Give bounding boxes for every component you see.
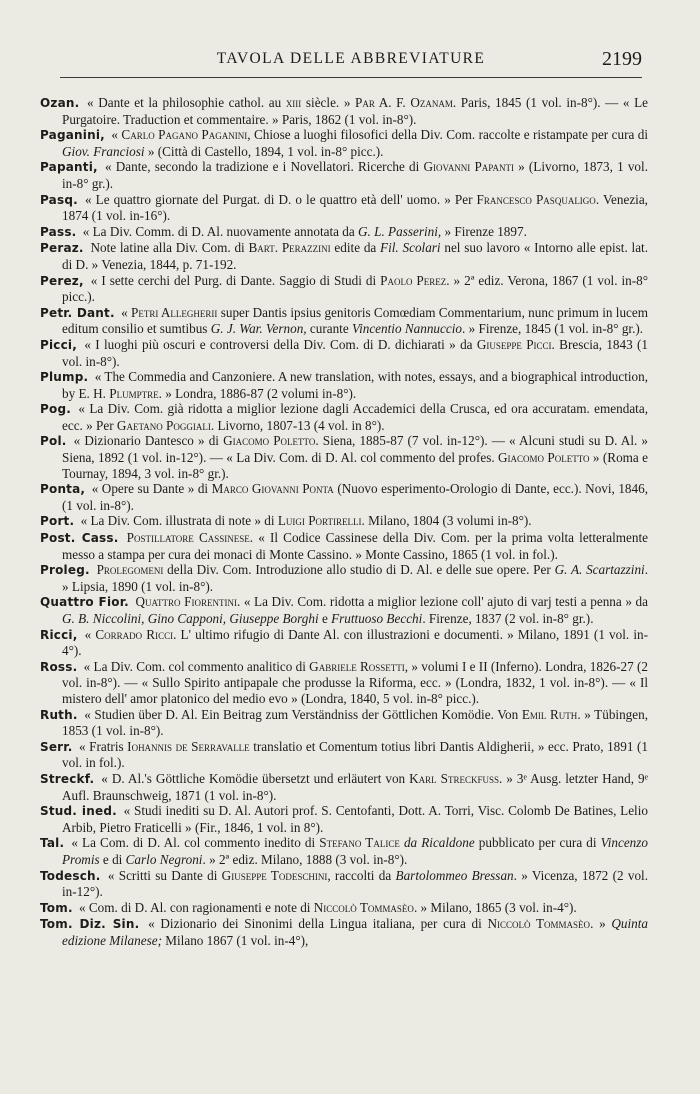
entry-italic-text: Vincenzo Promis: [62, 835, 649, 867]
entry-smallcaps-text: Luigi Portirelli: [277, 513, 362, 529]
entry-text: « D. Al.'s Göttliche Komödie übersetzt und erläutert von: [101, 770, 410, 786]
entry-italic-text: Vincentio Nannuccio: [352, 321, 462, 337]
entry-text: pubblicato per cura di: [474, 835, 601, 851]
entry-text: . « Il Codice Cassinese della Div. Com. per la prima volta letteralmente messo a stampa per cura dei monaci di Monte Cassino. » Monte Cassino, 1865 (1 vol. in fol.).: [62, 530, 648, 562]
entry-italic-text: G. B. Niccolini, Gino Capponi, Giuseppe Borghi: [62, 611, 319, 626]
entry-text: « Dizionario Dantesco » di: [73, 433, 224, 449]
entry-text: « Opere su Dante » di: [91, 481, 212, 497]
abbreviation-entry: [40, 803, 648, 835]
entry-text: , raccolti da: [327, 867, 396, 883]
entry-text: edite da: [330, 240, 381, 256]
entry-text: (Nuovo esperimento-Orologio di Dante, ecc.). Novi, 1846, (1 vol. in-8°).: [62, 481, 649, 513]
abbreviation-entry: [40, 337, 648, 369]
entry-smallcaps-text: Prolegomeni: [96, 562, 164, 578]
page-number: 2199: [602, 48, 642, 70]
entry-text: « La Div. Com. col commento analitico di: [83, 658, 310, 674]
entry-smallcaps-text: Stefano Talice: [319, 835, 400, 851]
entry-text: . »: [590, 916, 612, 932]
entry-abbreviation: Paganini,: [40, 128, 105, 143]
entry-smallcaps-text: Petri Allegherii: [130, 304, 218, 320]
abbreviation-entry: [40, 240, 648, 272]
entry-text: . » Firenze, 1845 (1 vol. in-8° gr.).: [462, 321, 644, 337]
entry-smallcaps-text: Giacomo Poletto: [498, 450, 590, 466]
entry-text: « Fratris: [79, 738, 128, 754]
abbreviation-entry: [40, 369, 648, 401]
entry-italic-text: da Ricaldone: [403, 835, 475, 851]
entry-text: e: [318, 611, 332, 626]
entry-abbreviation: Picci,: [40, 337, 78, 352]
entry-text: e di: [99, 851, 126, 867]
entry-text: « La Div. Comm. di D. Al. nuovamente annotata da: [82, 223, 359, 239]
entry-text: , Chiose a luoghi filosofici della Div. Com. raccolte e ristampate per cura di: [247, 127, 649, 143]
entry-italic-text: Quinta edizione Milanese;: [62, 916, 649, 948]
entry-text: « Studien über D. Al. Ein Beitrag zum Verständniss der Göttlichen Komödie. Von: [84, 706, 522, 722]
entry-text: Note latine alla Div. Com. di: [90, 240, 249, 256]
entry-text: . Milano, 1804 (3 volumi in-8°).: [361, 513, 532, 529]
entry-abbreviation: Pass.: [40, 224, 77, 239]
entry-abbreviation: Papanti,: [40, 160, 98, 175]
entry-smallcaps-text: Quattro Fiorentini: [135, 594, 237, 610]
entry-italic-text: G. J. War. Vernon,: [210, 321, 307, 337]
entry-text: «: [121, 304, 131, 320]
entry-smallcaps-text: Giuseppe Picci: [476, 336, 552, 352]
running-header: [60, 50, 642, 76]
entry-text: « Studi inediti su D. Al. Autori prof. S. Centofanti, Dott. A. Torri, Visc. Colomb De Batines, Lelio Arbib, Pietro Fraticelli » (Fir., 1846, 1 vol. in 8°).: [62, 803, 648, 835]
entry-text: Milano 1867 (1 vol. in-4°),: [161, 932, 309, 948]
entry-text: « I luoghi più oscuri e controversi della Div. Com. di D. dichiarati » da: [84, 336, 477, 352]
entry-text: « Com. di D. Al. con ragionamenti e note di: [79, 899, 314, 915]
abbreviation-entry: [40, 481, 648, 513]
abbreviation-list: [40, 95, 648, 948]
entry-smallcaps-text: Giacomo Poletto: [223, 433, 316, 449]
abbreviation-entry: [40, 273, 648, 305]
entry-abbreviation: Todesch.: [40, 868, 101, 883]
entry-text: , » volumi I e II (Inferno). Londra, 1826-27 (2 vol. in-8°). — « Sullo Spirito antipapale che produsse la Riforma, ecc. » (Londra, 1832, 1 vol. in-8°). — « Il mistero dell' amor platonico del medio evo » (Londra, 1840, 5 vol. in-8° picc.).: [62, 658, 649, 706]
entry-text: » (Città di Castello, 1894, 1 vol. in-8° picc.).: [144, 143, 384, 159]
entry-text: translatio et Comentum totius libri Dantis Aldigherii, » ecc. Prato, 1891 (1 vol. in fol.).: [62, 738, 648, 771]
entry-smallcaps-text: Marco Giovanni Ponta: [211, 481, 334, 497]
entry-abbreviation: Peraz.: [40, 241, 84, 256]
entry-text: . » 2ª ediz. Milano, 1888 (3 vol. in-8°).: [202, 851, 408, 867]
entry-text: curante: [306, 321, 352, 337]
entry-text: . » Tübingen, 1853 (1 vol. in-8°).: [62, 706, 649, 739]
entry-abbreviation: Stud. ined.: [40, 804, 117, 819]
entry-abbreviation: Pasq.: [40, 192, 78, 207]
entry-text: . Paris, 1845 (1 vol. in-8°). — « Le Purgatoire. Traduction et commentaire. » Paris, 1862 (1 vol. in-8°).: [62, 95, 649, 127]
entry-abbreviation: Petr. Dant.: [40, 305, 115, 320]
entry-abbreviation: Ozan.: [40, 96, 80, 110]
entry-abbreviation: Serr.: [40, 739, 73, 754]
entry-text: . » Milano, 1865 (3 vol. in-4°).: [413, 899, 577, 915]
abbreviation-entry: [40, 707, 648, 739]
entry-abbreviation: Port.: [40, 514, 75, 529]
abbreviation-entry: [40, 159, 648, 191]
abbreviation-entry: [40, 95, 648, 127]
entry-text: . » Lipsia, 1890 (1 vol. in-8°).: [62, 562, 648, 594]
entry-abbreviation: Ruth.: [40, 707, 78, 722]
entry-text: . » Londra, 1886-87 (2 volumi in-8°).: [158, 385, 357, 401]
entry-smallcaps-text: Karl Streckfuss: [409, 770, 499, 786]
entry-text: » Firenze 1897.: [441, 223, 527, 239]
entry-smallcaps-text: Gabriele Rossetti: [309, 658, 405, 674]
entry-text: «: [84, 626, 96, 642]
entry-text: . Firenze, 1837 (2 vol. in-8° gr.).: [422, 611, 594, 626]
abbreviation-entry: [40, 868, 648, 900]
entry-text: « Dante, secondo la tradizione e i Novellatori. Ricerche di: [104, 159, 424, 175]
entry-abbreviation: Pog.: [40, 402, 71, 417]
entry-italic-text: Carlo Negroni: [125, 851, 203, 867]
entry-text: « La Div. Com. illustrata di note » di: [80, 513, 278, 529]
abbreviation-entry: [40, 900, 648, 917]
entry-smallcaps-text: Bart. Perazzini: [248, 240, 331, 256]
entry-smallcaps-text: Gaetano Poggiali: [116, 417, 211, 433]
entry-smallcaps-text: Iohannis de Serravalle: [127, 738, 250, 754]
entry-smallcaps-text: Plumptre: [109, 385, 159, 401]
entry-italic-text: G. A. Scartazzini: [554, 562, 645, 578]
entry-smallcaps-text: Giovanni Papanti: [423, 159, 514, 175]
entry-text: . Livorno, 1807-13 (4 vol. in 8°).: [210, 417, 385, 433]
header-title: TAVOLA DELLE ABBREVIATURE: [216, 50, 486, 67]
entry-text: «: [111, 127, 122, 143]
abbreviation-entry: [40, 192, 648, 224]
abbreviation-entry: [40, 513, 648, 530]
entry-text: . L' ultimo rifugio di Dante Al. con illustrazioni e documenti. » Milano, 1891 (1 vol. in-4°).: [62, 626, 649, 659]
entry-abbreviation: Streckf.: [40, 771, 95, 786]
abbreviation-entry: [40, 771, 648, 803]
entry-abbreviation: Ross.: [40, 659, 78, 674]
entry-text: . Brescia, 1843 (1 vol. in-8°).: [62, 336, 649, 369]
entry-smallcaps-text: Par A. F. Ozanam: [355, 95, 453, 110]
entry-italic-text: Giov. Franciosi: [62, 143, 145, 159]
entry-abbreviation: Tom. Diz. Sin.: [40, 917, 140, 932]
entry-italic-text: Fruttuoso Becchi: [331, 611, 423, 626]
abbreviation-entry: [40, 530, 648, 562]
entry-text: « Dante et la philosophie cathol. au: [87, 95, 286, 110]
entry-smallcaps-text: Giuseppe Todeschini: [221, 867, 328, 883]
entry-abbreviation: Pol.: [40, 434, 67, 449]
entry-text: della Div. Com. Introduzione allo studio di D. Al. e delle sue opere. Per: [163, 562, 555, 578]
entry-smallcaps-text: Francesco Pasqualigo: [476, 191, 596, 207]
entry-text: « Scritti su Dante di: [107, 867, 222, 883]
entry-italic-text: G. L. Passerini,: [358, 223, 442, 239]
abbreviation-entry: [40, 594, 648, 626]
abbreviation-entry: [40, 305, 648, 337]
entry-text: nel suo lavoro « Intorno alle epist. lat. di D. » Venezia, 1844, p. 71-192.: [62, 240, 649, 272]
abbreviation-entry: [40, 835, 648, 867]
entry-italic-text: Fil. Scolari: [380, 240, 441, 256]
abbreviation-entry: [40, 224, 648, 241]
entry-abbreviation: Proleg.: [40, 563, 90, 578]
abbreviation-entry: [40, 127, 648, 159]
abbreviation-entry: [40, 627, 648, 659]
entry-text: . » 2ª ediz. Verona, 1867 (1 vol. in-8° picc.).: [62, 272, 648, 305]
header-rule: [60, 77, 642, 78]
abbreviation-entry: [40, 433, 648, 481]
entry-smallcaps-text: Paolo Perez: [380, 272, 447, 288]
entry-abbreviation: Tom.: [40, 900, 73, 915]
entry-abbreviation: Perez,: [40, 273, 84, 288]
entry-text: « Le quattro giornate del Purgat. di D. o le quattro età dell' uomo. » Per: [84, 191, 477, 207]
abbreviation-entry: [40, 659, 648, 707]
entry-text: . » Vicenza, 1872 (2 vol. in-12°).: [62, 867, 649, 900]
abbreviation-entry: [40, 562, 648, 594]
entry-abbreviation: Ponta,: [40, 482, 86, 497]
abbreviation-entry: [40, 739, 648, 771]
entry-abbreviation: Tal.: [40, 836, 65, 851]
entry-text: « La Com. di D. Al. col commento inedito di: [71, 835, 320, 851]
entry-text: . Venezia, 1874 (1 vol. in-16°).: [62, 191, 648, 224]
entry-text: « Dizionario dei Sinonimi della Lingua italiana, per cura di: [148, 916, 488, 932]
entry-text: siècle. »: [301, 95, 356, 110]
abbreviation-entry: [40, 916, 648, 948]
entry-text: » (Roma e Tournay, 1894, 3 vol. in-8° gr.).: [62, 450, 649, 481]
entry-text: super Dantis ipsius genitoris Comœdiam Commentarium, nunc primum in lucem editum consilio et sumtibus: [62, 304, 649, 337]
entry-smallcaps-text: Corrado Ricci: [95, 626, 174, 642]
abbreviation-entry: [40, 401, 648, 433]
entry-text: . » 3ᵉ Ausg. letzter Hand, 9ᵉ Aufl. Braunschweig, 1871 (1 vol. in-8°).: [62, 770, 649, 803]
entry-abbreviation: Plump.: [40, 370, 89, 385]
entry-smallcaps-text: Postillatore Cassinese: [126, 530, 250, 546]
entry-abbreviation: Post. Cass.: [40, 531, 119, 546]
entry-abbreviation: Quattro Fior.: [40, 595, 129, 610]
entry-text: « La Div. Com. già ridotta a miglior lezione dagli Accademici della Crusca, ed ora accuratam. emendata, ecc. » Per: [62, 401, 648, 433]
entry-abbreviation: Ricci,: [40, 627, 78, 642]
entry-text: « The Commedia and Canzoniere. A new translation, with notes, essays, and a biographical introduction, by E. H.: [62, 369, 649, 401]
entry-smallcaps-text: Niccolò Tommasèo: [487, 916, 591, 932]
entry-smallcaps-text: Carlo Pagano Paganini: [121, 127, 248, 143]
entry-smallcaps-text: xiii: [285, 95, 302, 110]
entry-text: » (Livorno, 1873, 1 vol. in-8° gr.).: [62, 159, 648, 191]
entry-text: . « La Div. Com. ridotta a miglior lezione coll' ajuto di varj testi a penna » da: [236, 594, 648, 610]
entry-text: « I sette cerchi del Purg. di Dante. Saggio di Studi di: [90, 272, 381, 288]
entry-smallcaps-text: Niccolò Tommasèo: [313, 899, 414, 915]
entry-italic-text: Bartolommeo Bressan: [395, 867, 514, 883]
entry-text: . Siena, 1885-87 (7 vol. in-12°). — « Alcuni studi su D. Al. » Siena, 1892 (1 vol. in-12°). — « La Div. Com. di D. Al. col commento del profes.: [62, 433, 648, 466]
entry-smallcaps-text: Emil Ruth: [521, 706, 578, 722]
